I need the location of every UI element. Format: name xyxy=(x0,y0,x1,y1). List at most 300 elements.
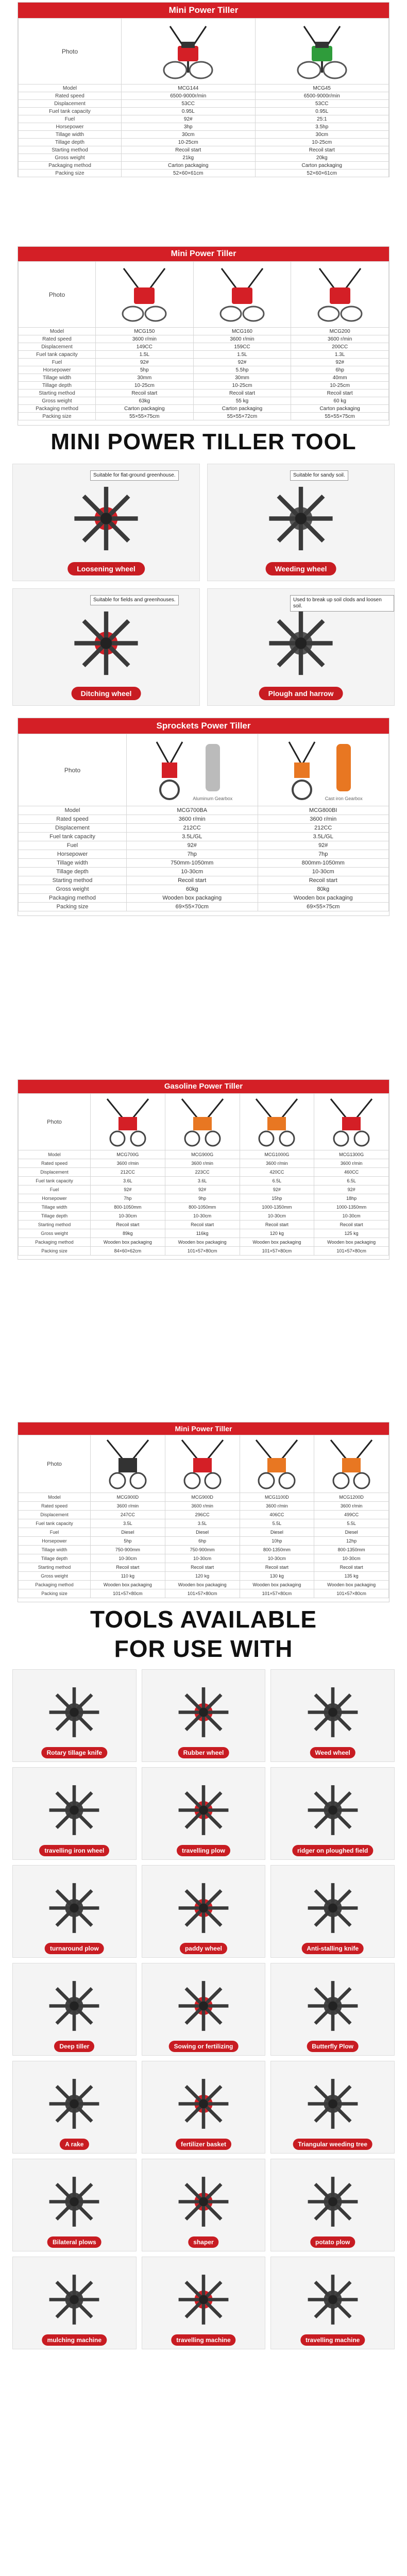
tool-card xyxy=(142,2257,266,2349)
product-photo xyxy=(127,734,258,806)
spec-value: Recoil start xyxy=(291,389,389,397)
spec-value: Diesel xyxy=(240,1528,314,1537)
tool-image xyxy=(265,483,337,557)
tool-image xyxy=(46,2174,103,2233)
spec-value: Recoil start xyxy=(314,1563,389,1572)
spec-value: MCG1300G xyxy=(314,1150,389,1159)
tool-label: travelling iron wheel xyxy=(39,1845,109,1856)
spec-row xyxy=(19,1581,389,1589)
spec-value: 92# xyxy=(96,359,194,366)
spec-value: 125 kg xyxy=(314,1229,389,1238)
spec-row xyxy=(19,833,389,841)
spec-label: Horsepower xyxy=(19,850,127,859)
section-heading-line1: TOOLS AVAILABLE xyxy=(90,1606,317,1633)
spec-label: Tillage width xyxy=(19,374,96,382)
spec-row xyxy=(19,382,389,389)
tiller-image xyxy=(251,1096,302,1148)
spec-value: 6500-9000r/min xyxy=(255,92,389,100)
spec-value: 800mm-1050mm xyxy=(258,859,389,868)
spec-row xyxy=(19,351,389,359)
spec-table-gasoline-tiller xyxy=(18,1079,389,1260)
spec-row xyxy=(19,92,389,100)
spec-label: Displacement xyxy=(19,1168,91,1177)
spec-value: MCG1000G xyxy=(240,1150,314,1159)
spec-label: Rated speed xyxy=(19,335,96,343)
spec-label: Packaging method xyxy=(19,1238,91,1247)
spec-row xyxy=(19,850,389,859)
spec-label: Fuel xyxy=(19,841,127,850)
spec-value: 6.5L xyxy=(314,1177,389,1185)
spec-label: Horsepower xyxy=(19,1194,91,1203)
spec-value: 0.95L xyxy=(255,108,389,115)
spec-row xyxy=(19,1493,389,1502)
spec-value: 406CC xyxy=(240,1511,314,1519)
spec-label: Fuel tank capacity xyxy=(19,833,127,841)
product-photo xyxy=(255,19,389,84)
tool-image xyxy=(46,1978,103,2037)
tool-label: Ditching wheel xyxy=(72,687,141,700)
spec-value: 3600 r/min xyxy=(91,1159,165,1168)
tiller-image xyxy=(151,739,188,801)
spec-value: Recoil start xyxy=(193,389,291,397)
spec-value: 5.5hp xyxy=(193,366,291,374)
spec-value: 3600 r/min xyxy=(193,335,291,343)
spec-value: Recoil start xyxy=(127,876,258,885)
tool-image xyxy=(304,2174,361,2233)
spec-value: 3.5L/GL xyxy=(127,833,258,841)
tool-card xyxy=(12,2061,137,2154)
spec-value: 20kg xyxy=(255,154,389,162)
spec-value: 101×57×80cm xyxy=(91,1589,165,1598)
spec-value: 3600 r/min xyxy=(127,815,258,824)
photo-label: Photo xyxy=(19,1094,91,1150)
tool-label: travelling machine xyxy=(300,2334,365,2346)
spec-value: 101×57×80cm xyxy=(240,1589,314,1598)
spec-value: 1.3L xyxy=(291,351,389,359)
spec-row xyxy=(19,123,389,131)
spec-value: 89kg xyxy=(91,1229,165,1238)
spec-row xyxy=(19,1150,389,1159)
spec-label: Packing size xyxy=(19,1589,91,1598)
tool-label: ridger on ploughed field xyxy=(292,1845,373,1856)
spec-label: Packing size xyxy=(19,1247,91,1256)
spec-label: Rated speed xyxy=(19,815,127,824)
spec-label: Tillage width xyxy=(19,131,122,139)
spec-value: 3600 r/min xyxy=(96,335,194,343)
spec-value: 30cm xyxy=(122,131,256,139)
tool-card xyxy=(207,588,395,706)
tiller-image xyxy=(284,739,320,801)
tiller-image xyxy=(326,1096,377,1148)
tool-image xyxy=(175,1782,232,1841)
spec-label: Displacement xyxy=(19,824,127,833)
spec-value: 7hp xyxy=(258,850,389,859)
spec-row xyxy=(19,1194,389,1203)
spec-row xyxy=(19,100,389,108)
spec-value: 3600 r/min xyxy=(165,1502,240,1511)
tool-image xyxy=(175,2272,232,2331)
tool-image xyxy=(304,2272,361,2331)
spec-value: 30mm xyxy=(96,374,194,382)
spec-value: 1.5L xyxy=(96,351,194,359)
tool-image xyxy=(46,1782,103,1841)
spec-value: 3600 r/min xyxy=(165,1159,240,1168)
spec-rows xyxy=(19,328,389,420)
spec-label: Horsepower xyxy=(19,123,122,131)
spec-value: 92# xyxy=(165,1185,240,1194)
spec-value: 18hp xyxy=(314,1194,389,1203)
tool-card xyxy=(142,2159,266,2251)
spec-value: MCG700G xyxy=(91,1150,165,1159)
spec-value: 800-1050mm xyxy=(165,1203,240,1212)
spec-value: 499CC xyxy=(314,1511,389,1519)
spec-row xyxy=(19,170,389,177)
tool-label: Weed wheel xyxy=(310,1747,355,1758)
tiller-image xyxy=(326,1437,377,1491)
spec-value: Diesel xyxy=(165,1528,240,1537)
spec-label: Tillage width xyxy=(19,859,127,868)
spec-value: 800-1050mm xyxy=(91,1203,165,1212)
tool-label: Plough and harrow xyxy=(259,687,343,700)
spec-row xyxy=(19,154,389,162)
tool-image xyxy=(70,483,142,557)
spec-value: 3600 r/min xyxy=(91,1502,165,1511)
product-photo xyxy=(240,1094,314,1150)
spec-row xyxy=(19,1511,389,1519)
spec-value: Wooden box packaging xyxy=(240,1581,314,1589)
tool-card xyxy=(142,1963,266,2056)
tool-image xyxy=(175,2076,232,2135)
spec-value: MCG1100D xyxy=(240,1493,314,1502)
tool-label: turnaround plow xyxy=(45,1943,104,1954)
spec-row xyxy=(19,1159,389,1168)
spec-value: 10-25cm xyxy=(255,139,389,146)
tool-label: shaper xyxy=(188,2236,218,2248)
tool-card xyxy=(142,2061,266,2154)
spec-value: Carton packaging xyxy=(291,405,389,413)
spec-value: 10-30cm xyxy=(258,868,389,876)
spec-label: Fuel xyxy=(19,359,96,366)
tool-image xyxy=(46,1880,103,1939)
spec-value: 223CC xyxy=(165,1168,240,1177)
spec-value: Recoil start xyxy=(91,1221,165,1229)
tool-image xyxy=(304,1782,361,1841)
product-photo xyxy=(258,734,389,806)
spec-value: 10-30cm xyxy=(314,1212,389,1221)
spec-value: 3600 r/min xyxy=(314,1502,389,1511)
spec-label: Displacement xyxy=(19,100,122,108)
spec-row xyxy=(19,374,389,382)
photo-caption: Aluminum Gearbox xyxy=(193,795,233,801)
spec-value: 5.5L xyxy=(314,1519,389,1528)
tool-image xyxy=(175,1978,232,2037)
tool-card xyxy=(12,2257,137,2349)
spec-label: Fuel tank capacity xyxy=(19,351,96,359)
tool-label: Anti-stalling knife xyxy=(301,1943,364,1954)
spec-row xyxy=(19,1247,389,1256)
spec-label: Tillage depth xyxy=(19,1554,91,1563)
spec-value: 149CC xyxy=(96,343,194,351)
spec-value: 3.5L/GL xyxy=(258,833,389,841)
spec-row xyxy=(19,1519,389,1528)
spec-value: 247CC xyxy=(91,1511,165,1519)
spec-row xyxy=(19,1589,389,1598)
spec-value: Recoil start xyxy=(165,1563,240,1572)
spec-label: Gross weight xyxy=(19,1572,91,1581)
spec-value: 3hp xyxy=(122,123,256,131)
tool-card xyxy=(142,1669,266,1762)
spec-row xyxy=(19,1572,389,1581)
spec-value: 25:1 xyxy=(255,115,389,123)
spec-value: 750mm-1050mm xyxy=(127,859,258,868)
tiller-image xyxy=(177,1096,228,1148)
spec-row xyxy=(19,413,389,420)
spec-value: MCG900G xyxy=(165,1150,240,1159)
gearbox-image xyxy=(198,742,227,793)
spec-value: 3600 r/min xyxy=(258,815,389,824)
spec-value: 55×55×75cm xyxy=(96,413,194,420)
spec-value: 101×57×80cm xyxy=(314,1247,389,1256)
spec-row xyxy=(19,903,389,911)
tool-image xyxy=(175,2174,232,2233)
spec-value: Diesel xyxy=(314,1528,389,1537)
tool-label: Butterfly Plow xyxy=(307,2041,359,2052)
spec-value: 3600 r/min xyxy=(314,1159,389,1168)
spec-label: Packaging method xyxy=(19,894,127,903)
tool-grid xyxy=(12,464,395,706)
spec-label: Model xyxy=(19,1493,91,1502)
spec-value: 92# xyxy=(122,115,256,123)
spec-value: Carton packaging xyxy=(255,162,389,170)
spec-label: Fuel xyxy=(19,1185,91,1194)
spec-value: Wooden box packaging xyxy=(165,1238,240,1247)
spec-value: 10-30cm xyxy=(240,1212,314,1221)
photo-label: Photo xyxy=(19,19,122,84)
spec-value: 212CC xyxy=(127,824,258,833)
tool-card xyxy=(12,588,200,706)
spec-value: 10-30cm xyxy=(165,1554,240,1563)
spec-label: Fuel tank capacity xyxy=(19,1177,91,1185)
spec-table-mini-tiller-2 xyxy=(18,246,389,426)
spec-value: 101×57×80cm xyxy=(165,1589,240,1598)
spec-value: 3600 r/min xyxy=(240,1502,314,1511)
tool-label: Rubber wheel xyxy=(178,1747,229,1758)
spec-value: 296CC xyxy=(165,1511,240,1519)
product-photo xyxy=(314,1435,389,1493)
spec-value: 10-25cm xyxy=(291,382,389,389)
tool-note: Suitable for flat-ground greenhouse. xyxy=(90,470,179,481)
spec-value: 800-1350mm xyxy=(240,1546,314,1554)
spec-row xyxy=(19,1221,389,1229)
spec-value: 3600 r/min xyxy=(291,335,389,343)
spec-value: 6500-9000r/min xyxy=(122,92,256,100)
spec-value: MCG800BI xyxy=(258,806,389,815)
tool-image xyxy=(46,1684,103,1743)
spec-row xyxy=(19,806,389,815)
spec-value: 3.5hp xyxy=(255,123,389,131)
spec-label: Gross weight xyxy=(19,1229,91,1238)
spec-value: MCG144 xyxy=(122,84,256,92)
spec-value: 750-900mm xyxy=(165,1546,240,1554)
spec-row xyxy=(19,824,389,833)
spec-label: Packing size xyxy=(19,903,127,911)
spec-label: Tillage width xyxy=(19,1546,91,1554)
section-heading: MINI POWER TILLER TOOL xyxy=(50,429,357,454)
tool-card xyxy=(142,1767,266,1860)
tool-label: Bilateral plows xyxy=(47,2236,101,2248)
spec-value: 7hp xyxy=(91,1194,165,1203)
spec-value: 52×60×61cm xyxy=(122,170,256,177)
product-photo xyxy=(291,262,389,328)
tiller-image xyxy=(309,264,371,325)
tool-card xyxy=(12,464,200,581)
tool-card xyxy=(270,1865,395,1958)
spec-row xyxy=(19,815,389,824)
spec-value: 750-900mm xyxy=(91,1546,165,1554)
spec-label: Rated speed xyxy=(19,1159,91,1168)
tool-image xyxy=(175,1684,232,1743)
spec-value: 30mm xyxy=(193,374,291,382)
spec-row xyxy=(19,859,389,868)
spec-row xyxy=(19,1537,389,1546)
tiller-image xyxy=(177,1437,228,1491)
spec-value: 3.5L xyxy=(91,1519,165,1528)
spec-label: Tillage width xyxy=(19,1203,91,1212)
spec-label: Starting method xyxy=(19,876,127,885)
spec-value: 10hp xyxy=(240,1537,314,1546)
spec-value: 53CC xyxy=(255,100,389,108)
tool-note: Used to break up soil clods and loosen soil. xyxy=(290,595,394,612)
photo-caption: Cast iron Gearbox xyxy=(325,795,363,801)
tiller-image xyxy=(102,1096,154,1148)
spec-value: 212CC xyxy=(258,824,389,833)
spec-value: Wooden box packaging xyxy=(127,894,258,903)
spec-value: 101×57×80cm xyxy=(314,1589,389,1598)
spec-row xyxy=(19,405,389,413)
tool-image xyxy=(70,607,142,682)
spec-label: Model xyxy=(19,328,96,335)
spec-value: MCG160 xyxy=(193,328,291,335)
spec-value: Wooden box packaging xyxy=(314,1238,389,1247)
tool-card xyxy=(12,1767,137,1860)
spec-value: 60 kg xyxy=(291,397,389,405)
table-title: Gasoline Power Tiller xyxy=(18,1080,389,1093)
spec-value: 135 kg xyxy=(314,1572,389,1581)
spec-value: 6hp xyxy=(291,366,389,374)
tool-note: Suitable for fields and greenhouses. xyxy=(90,595,179,605)
spec-value: 1000-1350mm xyxy=(240,1203,314,1212)
spec-value: 53CC xyxy=(122,100,256,108)
spec-label: Model xyxy=(19,806,127,815)
product-photo xyxy=(165,1435,240,1493)
product-photo xyxy=(314,1094,389,1150)
spec-row xyxy=(19,131,389,139)
tool-label: potato plow xyxy=(310,2236,355,2248)
spec-value: Wooden box packaging xyxy=(91,1581,165,1589)
spec-value: MCG150 xyxy=(96,328,194,335)
spec-label: Starting method xyxy=(19,1221,91,1229)
tool-card xyxy=(12,1669,137,1762)
spec-table-sprockets-tiller xyxy=(18,718,389,916)
spec-row xyxy=(19,343,389,351)
spec-label: Horsepower xyxy=(19,366,96,374)
spec-value: 5.5L xyxy=(240,1519,314,1528)
spec-row xyxy=(19,1238,389,1247)
spec-value: 80kg xyxy=(258,885,389,894)
tool-grid xyxy=(12,1669,395,2349)
spec-value: 55 kg xyxy=(193,397,291,405)
tool-card xyxy=(270,2159,395,2251)
product-photo xyxy=(91,1094,165,1150)
spec-value: 5hp xyxy=(91,1537,165,1546)
spec-rows xyxy=(19,806,389,911)
spec-value: 3.5L xyxy=(165,1519,240,1528)
spec-label: Packaging method xyxy=(19,405,96,413)
spec-value: Recoil start xyxy=(96,389,194,397)
spec-table-mini-tiller-diesel xyxy=(18,1422,389,1602)
spec-value: 69×55×75cm xyxy=(258,903,389,911)
spec-value: 10-30cm xyxy=(165,1212,240,1221)
tool-label: travelling machine xyxy=(171,2334,235,2346)
table-title: Mini Power Tiller xyxy=(18,1422,389,1435)
product-photo xyxy=(96,262,194,328)
spec-row xyxy=(19,885,389,894)
spec-value: 10-30cm xyxy=(314,1554,389,1563)
spec-label: Model xyxy=(19,84,122,92)
spec-value: Wooden box packaging xyxy=(258,894,389,903)
spec-value: 84×60×62cm xyxy=(91,1247,165,1256)
tiller-image xyxy=(149,21,227,82)
spec-row xyxy=(19,876,389,885)
spec-value: 10-30cm xyxy=(91,1212,165,1221)
spec-value: 200CC xyxy=(291,343,389,351)
tool-image xyxy=(304,1978,361,2037)
spec-row xyxy=(19,841,389,850)
spec-label: Tillage depth xyxy=(19,139,122,146)
table-title: Mini Power Tiller xyxy=(18,3,389,18)
spec-row xyxy=(19,1168,389,1177)
spec-value: Carton packaging xyxy=(193,405,291,413)
tool-label: travelling plow xyxy=(177,1845,230,1856)
spec-label: Fuel xyxy=(19,115,122,123)
spec-value: Recoil start xyxy=(165,1221,240,1229)
spec-row xyxy=(19,84,389,92)
spec-value: 420CC xyxy=(240,1168,314,1177)
tool-label: Deep tiller xyxy=(54,2041,94,2052)
spec-value: 130 kg xyxy=(240,1572,314,1581)
spec-value: Recoil start xyxy=(258,876,389,885)
spec-value: 212CC xyxy=(91,1168,165,1177)
spec-value: 10-30cm xyxy=(91,1554,165,1563)
spec-value: Wooden box packaging xyxy=(165,1581,240,1589)
spec-value: 15hp xyxy=(240,1194,314,1203)
tool-label: Triangular weeding tree xyxy=(293,2139,372,2150)
spec-label: Gross weight xyxy=(19,397,96,405)
tool-note: Suitable for sandy soil. xyxy=(290,470,348,481)
spec-rows xyxy=(19,1150,389,1256)
spec-value: 30cm xyxy=(255,131,389,139)
spec-rows xyxy=(19,1493,389,1598)
tool-card xyxy=(12,1865,137,1958)
spec-value: 101×57×80cm xyxy=(240,1247,314,1256)
spec-value: 1.5L xyxy=(193,351,291,359)
photo-label: Photo xyxy=(19,1435,91,1493)
spec-value: 92# xyxy=(258,841,389,850)
spec-value: 159CC xyxy=(193,343,291,351)
spec-value: 92# xyxy=(91,1185,165,1194)
spec-table xyxy=(18,734,389,911)
spec-row xyxy=(19,1563,389,1572)
